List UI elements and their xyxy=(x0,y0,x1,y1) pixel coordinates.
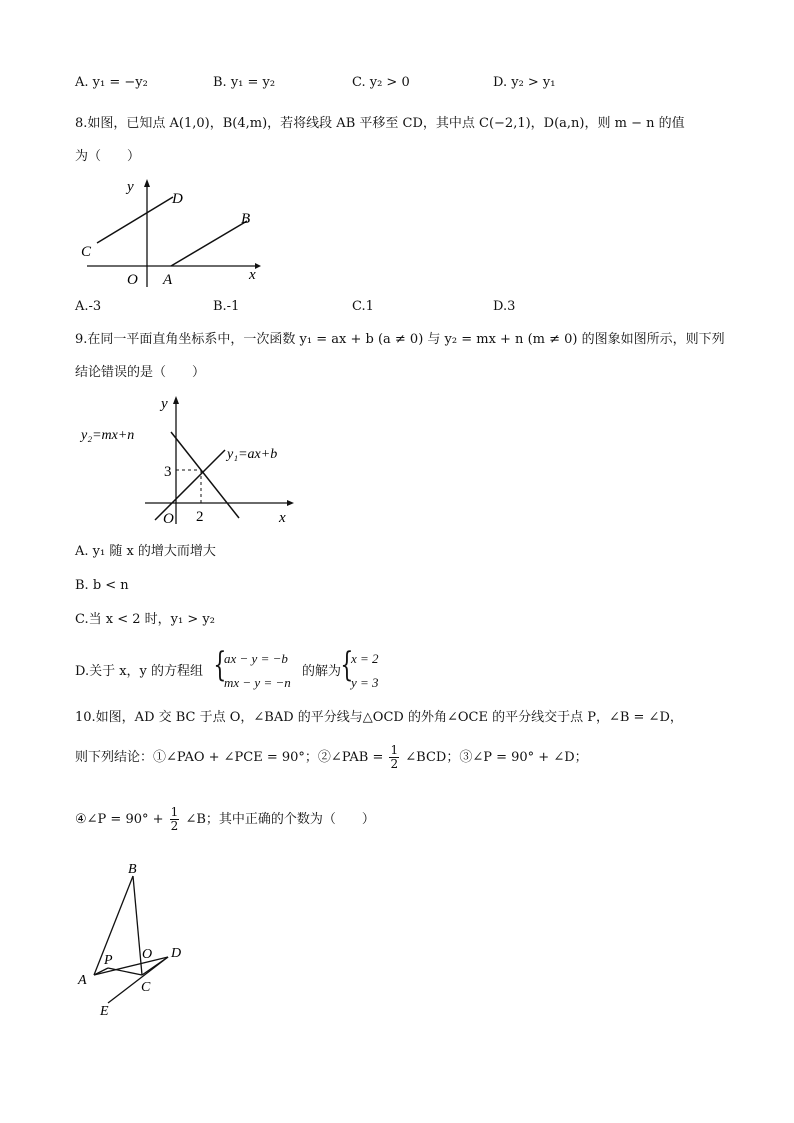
q8-label-o: O xyxy=(127,272,138,288)
q8-y-arrow xyxy=(144,179,150,187)
q8-segment-ab xyxy=(171,221,247,266)
q10-stem-line3-b: ∠B；其中正确的个数为（ ） xyxy=(185,812,375,827)
q10-segment-pc xyxy=(108,968,142,975)
q10-stem-line3 xyxy=(75,806,375,834)
q9-label-y: y xyxy=(161,396,168,412)
q8-label-c: C xyxy=(81,244,92,260)
q9-label-x: x xyxy=(279,510,286,526)
q8-option-d: D.3 xyxy=(493,299,516,314)
q9-figure xyxy=(75,392,315,532)
q10-fraction-half-1 xyxy=(389,744,399,770)
q9-label-y2: y₂=mx+n xyxy=(81,428,135,443)
q10-label-p: P xyxy=(104,953,113,968)
q9-option-d-eq1: ax − y = −b xyxy=(224,651,288,666)
q10-label-o: O xyxy=(142,947,153,962)
q9-x-arrow xyxy=(287,500,294,506)
q7-option-b: B. y₁ = y₂ xyxy=(213,75,276,90)
q8-label-y: y xyxy=(127,179,134,195)
q10-fraction-half-2 xyxy=(170,806,180,832)
q8-label-d: D xyxy=(172,191,183,207)
q9-option-c: C.当 x < 2 时，y₁ > y₂ xyxy=(75,612,215,627)
q9-stem-line1: 9.在同一平面直角坐标系中，一次函数 y₁ = ax + b (a ≠ 0) 与 y₂ = mx + n (m ≠ 0) 的图象如图所示，则下列 xyxy=(75,332,725,347)
q10-label-b: B xyxy=(128,862,137,877)
q10-segment-bc xyxy=(133,876,142,975)
q7-option-c: C. y₂ > 0 xyxy=(352,75,410,90)
q10-label-d: D xyxy=(171,946,182,961)
q10-stem-line3-a: ④∠P = 90° + xyxy=(75,812,164,827)
q9-y-arrow xyxy=(173,396,179,404)
q9-line-y1 xyxy=(155,450,225,520)
q10-stem-line2 xyxy=(75,744,588,772)
q9-label-y1: y₁=ax+b xyxy=(227,447,278,462)
q10-label-a: A xyxy=(78,973,87,988)
q10-stem-line1: 10.如图，AD 交 BC 于点 O，∠BAD 的平分线与△OCD 的外角∠OCE 的平分线交于点 P，∠B = ∠D， xyxy=(75,710,683,725)
q9-option-d-eq2: mx − y = −n xyxy=(224,675,291,690)
q8-option-c: C.1 xyxy=(352,299,374,314)
q9-option-a: A. y₁ 随 x 的增大而增大 xyxy=(75,544,216,559)
q9-label-o: O xyxy=(163,511,174,527)
q10-frac-den-1: 2 xyxy=(390,757,399,771)
q8-stem-line1: 8.如图，已知点 A(1,0)，B(4,m)，若将线段 AB 平移至 CD，其中点 C(−2,1)，D(a,n)，则 m − n 的值 xyxy=(75,116,685,131)
q10-label-c: C xyxy=(141,980,151,995)
q9-option-d-mid: 的解为 xyxy=(302,664,342,679)
q10-stem-line2-a: 则下列结论：①∠PAO + ∠PCE = 90°；②∠PAB = xyxy=(75,750,384,765)
q10-segment-ab xyxy=(94,876,133,975)
q9-label-three: 3 xyxy=(164,464,172,480)
q8-label-b: B xyxy=(241,211,251,227)
q8-option-b: B.-1 xyxy=(213,299,240,314)
q9-line-y2 xyxy=(171,432,239,518)
q9-option-d-sol1: x = 2 xyxy=(351,651,379,666)
q10-frac-num-2: 1 xyxy=(170,805,179,820)
q9-stem-line2: 结论错误的是（ ） xyxy=(75,365,206,380)
q9-option-b: B. b < n xyxy=(75,578,129,593)
q10-frac-den-2: 2 xyxy=(170,819,179,833)
q7-option-a: A. y₁ = −y₂ xyxy=(75,75,148,90)
q10-figure xyxy=(72,858,212,1018)
q7-option-d: D. y₂ > y₁ xyxy=(493,75,556,90)
q9-option-d-brace-2: { xyxy=(340,645,354,685)
q8-option-a: A.-3 xyxy=(75,299,102,314)
q10-stem-line2-b: ∠BCD；③∠P = 90° + ∠D； xyxy=(405,750,588,765)
q8-label-a: A xyxy=(163,272,173,288)
q8-segment-cd xyxy=(97,197,173,243)
q9-option-d-prefix: D.关于 x，y 的方程组 xyxy=(75,664,204,679)
q8-label-x: x xyxy=(249,267,256,283)
q9-option-d-brace-1: { xyxy=(213,645,227,685)
q9-label-two: 2 xyxy=(196,509,204,525)
q8-stem-line2: 为（ ） xyxy=(75,149,141,164)
q8-x-arrow xyxy=(255,263,261,269)
q8-figure xyxy=(75,175,275,290)
q10-frac-num-1: 1 xyxy=(390,743,399,758)
q10-label-e: E xyxy=(100,1004,109,1018)
q9-option-d-sol2: y = 3 xyxy=(351,675,379,690)
